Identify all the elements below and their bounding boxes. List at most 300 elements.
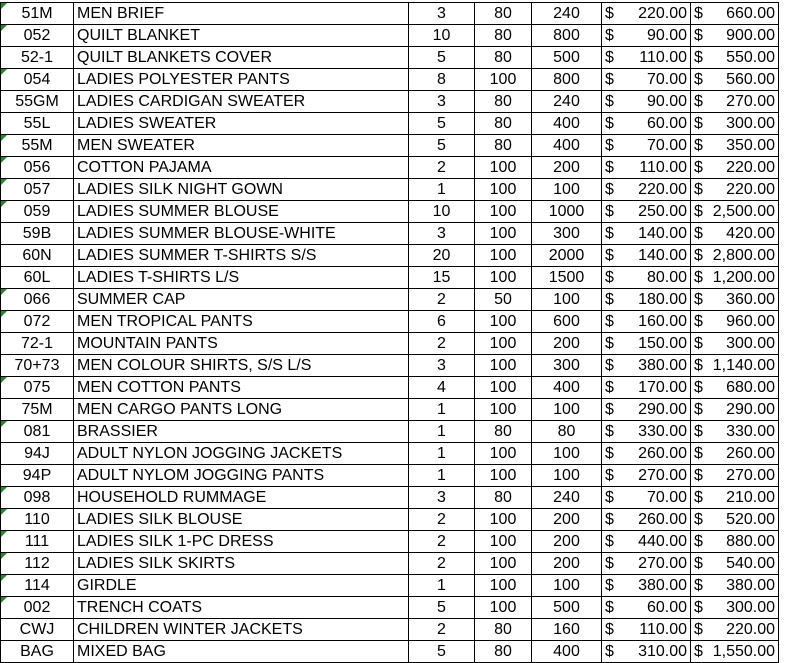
quantity-cell[interactable]: 1	[409, 575, 475, 597]
unit-price-value: 90.00	[646, 93, 687, 110]
unit-price-cell[interactable]	[602, 597, 691, 619]
total-weight-cell[interactable]: 200	[532, 509, 602, 531]
total-price-cell[interactable]	[691, 223, 779, 245]
quantity-cell[interactable]: 6	[409, 311, 475, 333]
total-price-cell[interactable]	[691, 91, 779, 113]
table-row	[1, 553, 779, 575]
item-code-cell[interactable]: 057	[1, 179, 74, 201]
total-weight-cell[interactable]: 200	[532, 333, 602, 355]
currency-symbol: $	[605, 225, 614, 242]
currency-symbol: $	[694, 335, 703, 352]
quantity-cell[interactable]: 2	[409, 157, 475, 179]
total-price-cell[interactable]	[691, 399, 779, 421]
quantity-cell[interactable]: 1	[409, 421, 475, 443]
weight-cell[interactable]: 80	[475, 113, 532, 135]
weight-cell[interactable]: 100	[475, 157, 532, 179]
table-row	[1, 509, 779, 531]
quantity-cell[interactable]: 3	[409, 223, 475, 245]
currency-symbol: $	[605, 599, 614, 616]
quantity-cell[interactable]: 1	[409, 443, 475, 465]
weight-cell[interactable]: 100	[475, 223, 532, 245]
item-code-cell[interactable]: 55GM	[1, 91, 74, 113]
total-price-value: 960.00	[726, 313, 775, 330]
description-cell[interactable]: LADIES SILK SKIRTS	[74, 553, 409, 575]
unit-price-value: 260.00	[638, 511, 687, 528]
table-row	[1, 47, 779, 69]
table-row	[1, 25, 779, 47]
description-cell[interactable]: MEN BRIEF	[74, 3, 409, 25]
total-price-cell[interactable]	[691, 157, 779, 179]
quantity-cell[interactable]: 1	[409, 399, 475, 421]
total-price-cell[interactable]	[691, 465, 779, 487]
table-row	[1, 619, 779, 641]
currency-symbol: $	[694, 621, 703, 638]
weight-cell[interactable]: 100	[475, 245, 532, 267]
total-price-value: 2,500.00	[712, 203, 775, 220]
description-cell[interactable]: QUILT BLANKETS COVER	[74, 47, 409, 69]
unit-price-cell[interactable]	[602, 135, 691, 157]
currency-symbol: $	[605, 401, 614, 418]
description-cell[interactable]: MIXED BAG	[74, 641, 409, 663]
table-row	[1, 355, 779, 377]
weight-cell[interactable]: 100	[475, 179, 532, 201]
description-cell[interactable]: COTTON PAJAMA	[74, 157, 409, 179]
description-cell[interactable]: LADIES SILK BLOUSE	[74, 509, 409, 531]
unit-price-value: 80.00	[646, 269, 687, 286]
unit-price-cell[interactable]	[602, 333, 691, 355]
item-code-cell[interactable]: CWJ	[1, 619, 74, 641]
quantity-cell[interactable]: 3	[409, 487, 475, 509]
total-price-cell[interactable]	[691, 333, 779, 355]
currency-symbol: $	[605, 5, 614, 22]
quantity-cell[interactable]: 1	[409, 179, 475, 201]
total-price-cell[interactable]	[691, 619, 779, 641]
weight-cell[interactable]: 100	[475, 575, 532, 597]
table-row	[1, 157, 779, 179]
description-cell[interactable]: MEN SWEATER	[74, 135, 409, 157]
weight-cell[interactable]: 80	[475, 3, 532, 25]
weight-cell[interactable]: 100	[475, 333, 532, 355]
description-cell[interactable]: SUMMER CAP	[74, 289, 409, 311]
unit-price-value: 310.00	[638, 643, 687, 660]
total-weight-cell[interactable]: 1500	[532, 267, 602, 289]
total-weight-cell[interactable]: 100	[532, 575, 602, 597]
table-row	[1, 245, 779, 267]
total-weight-cell[interactable]: 1000	[532, 201, 602, 223]
total-price-value: 900.00	[726, 27, 775, 44]
unit-price-value: 70.00	[646, 71, 687, 88]
item-code-cell[interactable]: 112	[1, 553, 74, 575]
currency-symbol: $	[694, 93, 703, 110]
table-row	[1, 641, 779, 663]
weight-cell[interactable]: 80	[475, 619, 532, 641]
description-cell[interactable]: GIRDLE	[74, 575, 409, 597]
weight-cell[interactable]: 100	[475, 553, 532, 575]
unit-price-value: 150.00	[638, 335, 687, 352]
weight-cell[interactable]: 80	[475, 641, 532, 663]
quantity-cell[interactable]: 10	[409, 201, 475, 223]
unit-price-cell[interactable]	[602, 487, 691, 509]
total-price-cell[interactable]	[691, 575, 779, 597]
description-cell[interactable]: LADIES SILK NIGHT GOWN	[74, 179, 409, 201]
unit-price-cell[interactable]	[602, 201, 691, 223]
item-code-cell[interactable]: 75M	[1, 399, 74, 421]
unit-price-value: 60.00	[646, 115, 687, 132]
total-price-value: 1,200.00	[712, 269, 775, 286]
unit-price-value: 330.00	[638, 423, 687, 440]
total-price-cell[interactable]	[691, 553, 779, 575]
unit-price-cell[interactable]	[602, 377, 691, 399]
quantity-cell[interactable]: 3	[409, 91, 475, 113]
quantity-cell[interactable]: 5	[409, 641, 475, 663]
total-weight-cell[interactable]: 400	[532, 113, 602, 135]
currency-symbol: $	[694, 225, 703, 242]
unit-price-cell[interactable]	[602, 509, 691, 531]
unit-price-cell[interactable]	[602, 3, 691, 25]
weight-cell[interactable]: 80	[475, 487, 532, 509]
description-cell[interactable]: MEN COLOUR SHIRTS, S/S L/S	[74, 355, 409, 377]
total-weight-cell[interactable]: 300	[532, 223, 602, 245]
total-weight-cell[interactable]: 200	[532, 553, 602, 575]
weight-cell[interactable]: 100	[475, 267, 532, 289]
unit-price-cell[interactable]	[602, 245, 691, 267]
currency-symbol: $	[605, 27, 614, 44]
table-row	[1, 377, 779, 399]
total-price-value: 660.00	[726, 5, 775, 22]
total-price-cell[interactable]	[691, 531, 779, 553]
total-price-cell[interactable]	[691, 377, 779, 399]
description-cell[interactable]: LADIES T-SHIRTS L/S	[74, 267, 409, 289]
total-price-value: 290.00	[726, 401, 775, 418]
description-cell[interactable]: LADIES SUMMER BLOUSE	[74, 201, 409, 223]
currency-symbol: $	[605, 533, 614, 550]
description-cell[interactable]: LADIES POLYESTER PANTS	[74, 69, 409, 91]
total-price-cell[interactable]	[691, 179, 779, 201]
description-cell[interactable]: ADULT NYLON JOGGING JACKETS	[74, 443, 409, 465]
total-price-cell[interactable]	[691, 25, 779, 47]
total-price-cell[interactable]	[691, 135, 779, 157]
currency-symbol: $	[694, 357, 703, 374]
table-row	[1, 223, 779, 245]
currency-symbol: $	[605, 467, 614, 484]
currency-symbol: $	[605, 159, 614, 176]
unit-price-value: 380.00	[638, 357, 687, 374]
description-cell[interactable]: LADIES SUMMER T-SHIRTS S/S	[74, 245, 409, 267]
currency-symbol: $	[694, 5, 703, 22]
unit-price-value: 170.00	[638, 379, 687, 396]
unit-price-cell[interactable]	[602, 619, 691, 641]
currency-symbol: $	[694, 115, 703, 132]
currency-symbol: $	[694, 555, 703, 572]
total-weight-cell[interactable]: 400	[532, 377, 602, 399]
unit-price-value: 90.00	[646, 27, 687, 44]
quantity-cell[interactable]: 5	[409, 597, 475, 619]
quantity-cell[interactable]: 5	[409, 135, 475, 157]
total-weight-cell[interactable]: 240	[532, 487, 602, 509]
total-weight-cell[interactable]: 400	[532, 641, 602, 663]
description-cell[interactable]: MEN COTTON PANTS	[74, 377, 409, 399]
description-cell[interactable]: MOUNTAIN PANTS	[74, 333, 409, 355]
total-price-cell[interactable]	[691, 597, 779, 619]
weight-cell[interactable]: 50	[475, 289, 532, 311]
total-price-cell[interactable]	[691, 289, 779, 311]
currency-symbol: $	[605, 577, 614, 594]
total-weight-cell[interactable]: 300	[532, 355, 602, 377]
item-code-cell[interactable]: 002	[1, 597, 74, 619]
weight-cell[interactable]: 100	[475, 201, 532, 223]
currency-symbol: $	[694, 313, 703, 330]
table-row	[1, 113, 779, 135]
description-cell[interactable]: MEN TROPICAL PANTS	[74, 311, 409, 333]
total-weight-cell[interactable]: 80	[532, 421, 602, 443]
quantity-cell[interactable]: 10	[409, 25, 475, 47]
description-cell[interactable]: CHILDREN WINTER JACKETS	[74, 619, 409, 641]
unit-price-cell[interactable]	[602, 289, 691, 311]
weight-cell[interactable]: 100	[475, 355, 532, 377]
total-price-cell[interactable]	[691, 311, 779, 333]
total-price-value: 350.00	[726, 137, 775, 154]
item-code-cell[interactable]: 70+73	[1, 355, 74, 377]
weight-cell[interactable]: 80	[475, 47, 532, 69]
total-price-value: 380.00	[726, 577, 775, 594]
item-code-cell[interactable]: 066	[1, 289, 74, 311]
unit-price-cell[interactable]	[602, 113, 691, 135]
item-code-cell[interactable]: 054	[1, 69, 74, 91]
item-code-cell[interactable]: 55L	[1, 113, 74, 135]
table-row	[1, 465, 779, 487]
weight-cell[interactable]: 80	[475, 421, 532, 443]
spreadsheet-table	[0, 2, 779, 663]
total-price-value: 270.00	[726, 93, 775, 110]
item-code-cell[interactable]: 55M	[1, 135, 74, 157]
total-weight-cell[interactable]: 100	[532, 465, 602, 487]
quantity-cell[interactable]: 1	[409, 465, 475, 487]
weight-cell[interactable]: 100	[475, 531, 532, 553]
unit-price-cell[interactable]	[602, 179, 691, 201]
item-code-cell[interactable]: 072	[1, 311, 74, 333]
total-price-cell[interactable]	[691, 267, 779, 289]
item-code-cell[interactable]: 72-1	[1, 333, 74, 355]
quantity-cell[interactable]: 2	[409, 531, 475, 553]
total-weight-cell[interactable]: 800	[532, 69, 602, 91]
currency-symbol: $	[605, 181, 614, 198]
unit-price-value: 270.00	[638, 467, 687, 484]
currency-symbol: $	[694, 533, 703, 550]
item-code-cell[interactable]: 52-1	[1, 47, 74, 69]
quantity-cell[interactable]: 3	[409, 355, 475, 377]
total-weight-cell[interactable]: 2000	[532, 245, 602, 267]
weight-cell[interactable]: 100	[475, 69, 532, 91]
currency-symbol: $	[694, 423, 703, 440]
total-price-value: 220.00	[726, 181, 775, 198]
currency-symbol: $	[605, 621, 614, 638]
quantity-cell[interactable]: 2	[409, 619, 475, 641]
total-price-cell[interactable]	[691, 245, 779, 267]
unit-price-value: 260.00	[638, 445, 687, 462]
currency-symbol: $	[605, 555, 614, 572]
quantity-cell[interactable]: 4	[409, 377, 475, 399]
description-cell[interactable]: MEN CARGO PANTS LONG	[74, 399, 409, 421]
item-code-cell[interactable]: 110	[1, 509, 74, 531]
unit-price-cell[interactable]	[602, 311, 691, 333]
currency-symbol: $	[694, 577, 703, 594]
quantity-cell[interactable]: 3	[409, 3, 475, 25]
unit-price-cell[interactable]	[602, 25, 691, 47]
total-price-cell[interactable]	[691, 509, 779, 531]
currency-symbol: $	[605, 291, 614, 308]
item-code-cell[interactable]: 056	[1, 157, 74, 179]
currency-symbol: $	[605, 93, 614, 110]
unit-price-cell[interactable]	[602, 575, 691, 597]
total-weight-cell[interactable]: 240	[532, 3, 602, 25]
item-code-cell[interactable]: 60L	[1, 267, 74, 289]
weight-cell[interactable]: 100	[475, 399, 532, 421]
quantity-cell[interactable]: 2	[409, 553, 475, 575]
currency-symbol: $	[694, 181, 703, 198]
total-weight-cell[interactable]: 400	[532, 135, 602, 157]
total-weight-cell[interactable]: 160	[532, 619, 602, 641]
total-weight-cell[interactable]: 200	[532, 157, 602, 179]
weight-cell[interactable]: 80	[475, 135, 532, 157]
currency-symbol: $	[694, 49, 703, 66]
unit-price-cell[interactable]	[602, 641, 691, 663]
unit-price-cell[interactable]	[602, 223, 691, 245]
total-weight-cell[interactable]: 100	[532, 443, 602, 465]
item-code-cell[interactable]: 111	[1, 531, 74, 553]
unit-price-cell[interactable]	[602, 355, 691, 377]
total-price-cell[interactable]	[691, 201, 779, 223]
unit-price-cell[interactable]	[602, 47, 691, 69]
description-cell[interactable]: LADIES SILK 1-PC DRESS	[74, 531, 409, 553]
currency-symbol: $	[694, 467, 703, 484]
unit-price-cell[interactable]	[602, 553, 691, 575]
total-weight-cell[interactable]: 500	[532, 597, 602, 619]
description-cell[interactable]: BRASSIER	[74, 421, 409, 443]
unit-price-cell[interactable]	[602, 421, 691, 443]
weight-cell[interactable]: 100	[475, 465, 532, 487]
total-price-cell[interactable]	[691, 421, 779, 443]
total-price-value: 260.00	[726, 445, 775, 462]
currency-symbol: $	[694, 137, 703, 154]
total-price-cell[interactable]	[691, 641, 779, 663]
item-code-cell[interactable]: 098	[1, 487, 74, 509]
description-cell[interactable]: LADIES SUMMER BLOUSE-WHITE	[74, 223, 409, 245]
total-weight-cell[interactable]: 600	[532, 311, 602, 333]
currency-symbol: $	[694, 489, 703, 506]
unit-price-value: 70.00	[646, 489, 687, 506]
item-code-cell[interactable]: 60N	[1, 245, 74, 267]
total-weight-cell[interactable]: 200	[532, 531, 602, 553]
description-cell[interactable]: LADIES CARDIGAN SWEATER	[74, 91, 409, 113]
weight-cell[interactable]: 80	[475, 25, 532, 47]
unit-price-value: 180.00	[638, 291, 687, 308]
weight-cell[interactable]: 100	[475, 443, 532, 465]
unit-price-cell[interactable]	[602, 443, 691, 465]
item-code-cell[interactable]: 059	[1, 201, 74, 223]
total-weight-cell[interactable]: 100	[532, 289, 602, 311]
quantity-cell[interactable]: 5	[409, 113, 475, 135]
unit-price-cell[interactable]	[602, 91, 691, 113]
item-code-cell[interactable]: 052	[1, 25, 74, 47]
currency-symbol: $	[605, 247, 614, 264]
currency-symbol: $	[694, 247, 703, 264]
weight-cell[interactable]: 100	[475, 597, 532, 619]
currency-symbol: $	[605, 445, 614, 462]
quantity-cell[interactable]: 2	[409, 509, 475, 531]
currency-symbol: $	[694, 643, 703, 660]
description-cell[interactable]: LADIES SWEATER	[74, 113, 409, 135]
quantity-cell[interactable]: 8	[409, 69, 475, 91]
total-weight-cell[interactable]: 240	[532, 91, 602, 113]
unit-price-cell[interactable]	[602, 531, 691, 553]
currency-symbol: $	[694, 401, 703, 418]
unit-price-cell[interactable]	[602, 157, 691, 179]
total-weight-cell[interactable]: 500	[532, 47, 602, 69]
unit-price-cell[interactable]	[602, 267, 691, 289]
unit-price-value: 250.00	[638, 203, 687, 220]
currency-symbol: $	[694, 27, 703, 44]
table-row	[1, 311, 779, 333]
total-price-cell[interactable]	[691, 113, 779, 135]
item-code-cell[interactable]: 081	[1, 421, 74, 443]
quantity-cell[interactable]: 2	[409, 289, 475, 311]
description-cell[interactable]: HOUSEHOLD RUMMAGE	[74, 487, 409, 509]
total-price-cell[interactable]	[691, 487, 779, 509]
item-code-cell[interactable]: 94P	[1, 465, 74, 487]
item-code-cell[interactable]: 94J	[1, 443, 74, 465]
description-cell[interactable]: ADULT NYLOM JOGGING PANTS	[74, 465, 409, 487]
currency-symbol: $	[605, 203, 614, 220]
table-row	[1, 69, 779, 91]
quantity-cell[interactable]: 2	[409, 333, 475, 355]
description-cell[interactable]: QUILT BLANKET	[74, 25, 409, 47]
unit-price-cell[interactable]	[602, 465, 691, 487]
item-code-cell[interactable]: 075	[1, 377, 74, 399]
weight-cell[interactable]: 80	[475, 91, 532, 113]
quantity-cell[interactable]: 5	[409, 47, 475, 69]
total-price-cell[interactable]	[691, 69, 779, 91]
description-cell[interactable]: TRENCH COATS	[74, 597, 409, 619]
total-price-cell[interactable]	[691, 355, 779, 377]
total-weight-cell[interactable]: 100	[532, 179, 602, 201]
total-price-value: 220.00	[726, 159, 775, 176]
total-weight-cell[interactable]: 800	[532, 25, 602, 47]
total-price-cell[interactable]	[691, 443, 779, 465]
total-price-value: 300.00	[726, 115, 775, 132]
quantity-cell[interactable]: 15	[409, 267, 475, 289]
weight-cell[interactable]: 100	[475, 377, 532, 399]
currency-symbol: $	[694, 159, 703, 176]
unit-price-cell[interactable]	[602, 399, 691, 421]
item-code-cell[interactable]: BAG	[1, 641, 74, 663]
quantity-cell[interactable]: 20	[409, 245, 475, 267]
total-price-value: 220.00	[726, 621, 775, 638]
total-price-cell[interactable]	[691, 3, 779, 25]
currency-symbol: $	[694, 511, 703, 528]
currency-symbol: $	[694, 203, 703, 220]
item-code-cell[interactable]: 114	[1, 575, 74, 597]
weight-cell[interactable]: 100	[475, 509, 532, 531]
item-code-cell[interactable]: 59B	[1, 223, 74, 245]
total-price-cell[interactable]	[691, 47, 779, 69]
weight-cell[interactable]: 100	[475, 311, 532, 333]
unit-price-cell[interactable]	[602, 69, 691, 91]
total-price-value: 2,800.00	[712, 247, 775, 264]
table-row	[1, 597, 779, 619]
item-code-cell[interactable]: 51M	[1, 3, 74, 25]
table-row	[1, 91, 779, 113]
total-weight-cell[interactable]: 100	[532, 399, 602, 421]
